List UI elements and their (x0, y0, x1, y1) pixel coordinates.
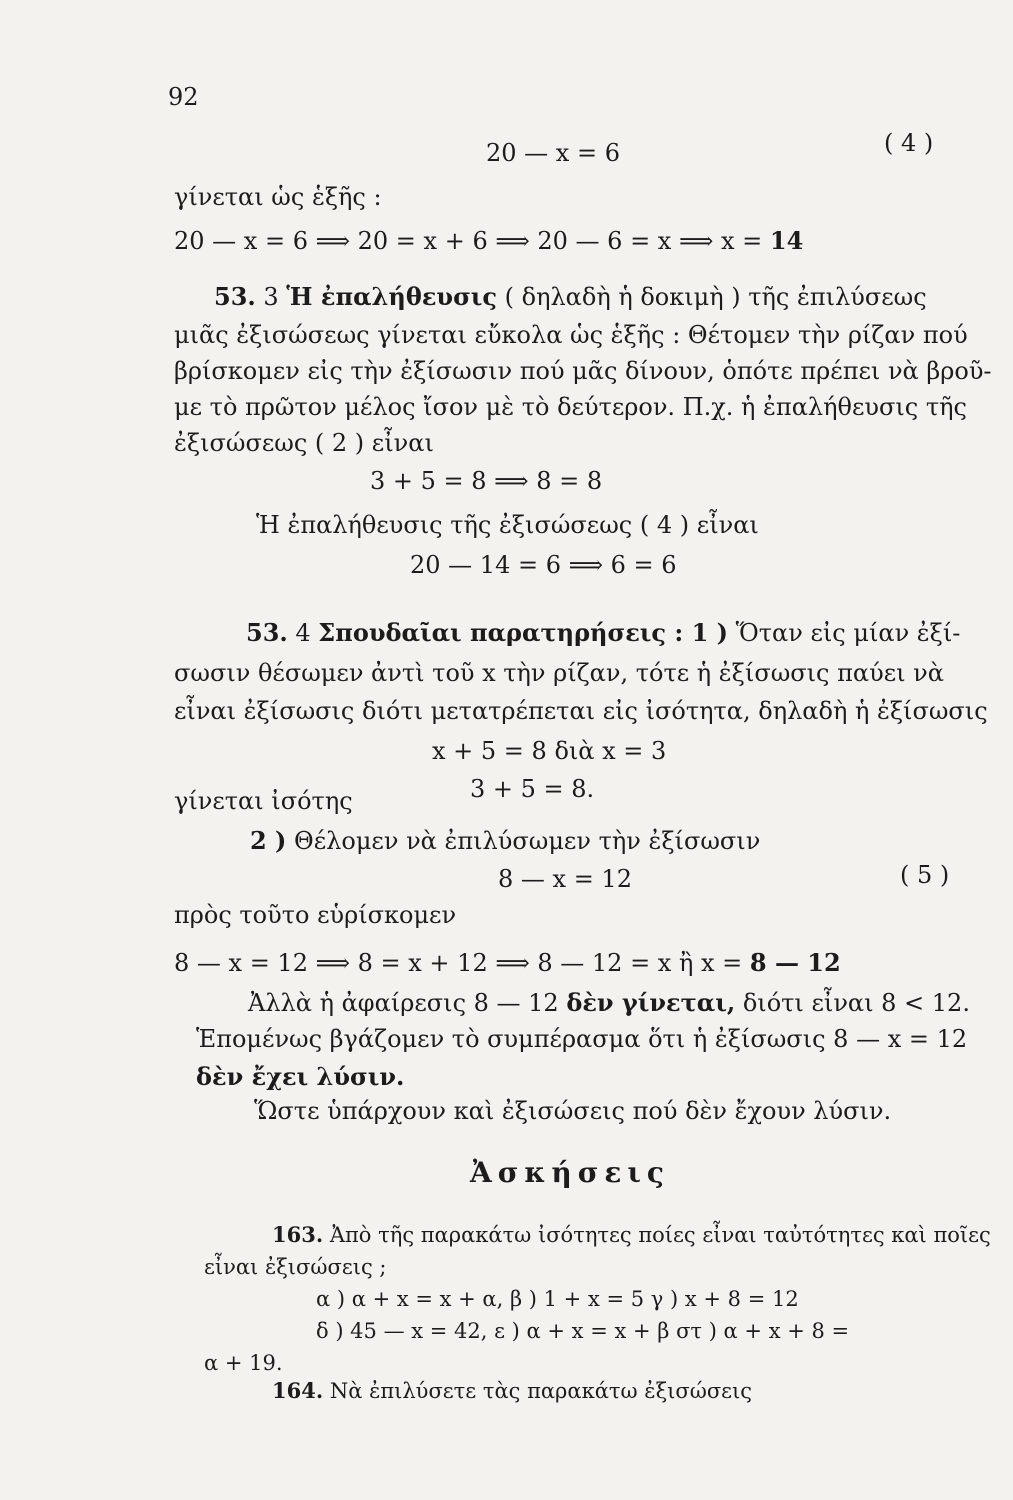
exercise-row: δ ) 45 — x = 42, ε ) α + x = x + β στ ) α + x + 8 = (316, 1319, 850, 1343)
solution-line-4 (174, 226, 803, 256)
remark-2 (250, 826, 760, 856)
section-sub: 4 (287, 619, 319, 647)
section-sub: 3 (255, 283, 287, 311)
equation-5-label: ( 5 ) (900, 861, 950, 889)
exercise-163-line1 (272, 1220, 991, 1250)
text-line: ( δηλαδὴ ἡ δοκιμὴ ) τῆς ἐπιλύσεως (497, 283, 927, 311)
text-line: εἶναι ἐξίσωσις διότι μετατρέπεται εἰς ἰσότητα, δηλαδὴ ἡ ἐξίσωσις (174, 697, 988, 725)
section-title: Σπουδαῖαι παρατηρήσεις : 1 ) (318, 618, 728, 647)
check-equation-2: 3 + 5 = 8 ⟹ 8 = 8 (370, 467, 603, 495)
exercise-row: α + 19. (204, 1351, 283, 1375)
text-line: βρίσκομεν εἰς τὴν ἐξίσωσιν πού μᾶς δίνουν, ὁπότε πρέπει νὰ βροῦ- (174, 357, 992, 385)
emphasis-text: δὲν γίνεται, (566, 988, 736, 1017)
section-53-3-line1 (214, 282, 927, 312)
exercise-164-line1 (272, 1376, 752, 1406)
text-line (248, 988, 970, 1018)
text-line: ἐξισώσεως ( 2 ) εἶναι (174, 429, 434, 457)
text-line: με τὸ πρῶτον μέλος ἴσον μὲ τὸ δεύτερον. Π.χ. ἡ ἐπαλήθευσις τῆς (174, 393, 967, 421)
text-line: γίνεται ὡς ἑξῆς : (174, 183, 382, 211)
equation-4: 20 — x = 6 (486, 139, 620, 167)
text-line: Ἑπομένως βγάζομεν τὸ συμπέρασμα ὅτι ἡ ἐξίσωσις 8 — x = 12 (196, 1025, 968, 1053)
text-line: Θέλομεν νὰ ἐπιλύσωμεν τὴν ἐξίσωσιν (286, 827, 761, 855)
exercises-heading: Ἀσκήσεις (470, 1156, 670, 1189)
page-number: 92 (168, 83, 199, 111)
section-number: 53. (214, 282, 256, 311)
equation-line: 3 + 5 = 8. (470, 775, 595, 803)
section-number: 53. (246, 618, 288, 647)
exercise-number: 163. (272, 1222, 324, 1247)
solution-steps: 8 — x = 12 ⟹ 8 = x + 12 ⟹ 8 — 12 = x ἢ x = (174, 949, 750, 977)
equation-4-label: ( 4 ) (884, 129, 934, 157)
text-line: σωσιν θέσωμεν ἀντὶ τοῦ x τὴν ρίζαν, τότε ἡ ἐξίσωσις παύει νὰ (174, 659, 944, 687)
text-line: Ὅταν εἰς μίαν ἐξί- (727, 619, 961, 647)
exercise-row: α ) α + x = x + α, β ) 1 + x = 5 γ ) x + 8 = 12 (316, 1287, 799, 1311)
text-line: μιᾶς ἐξισώσεως γίνεται εὔκολα ὡς ἑξῆς : Θέτομεν τὴν ρίζαν πού (174, 321, 968, 349)
text-line: γίνεται ἰσότης (174, 787, 353, 815)
equation-line: x + 5 = 8 διὰ x = 3 (432, 737, 667, 765)
text-line: εἶναι ἐξισώσεις ; (204, 1255, 387, 1279)
emphasis-text: δὲν ἔχει λύσιν. (196, 1062, 405, 1091)
text-span: Ἀλλὰ ἡ ἀφαίρεσις 8 — 12 (248, 989, 567, 1017)
section-title: Ἡ ἐπαλήθευσις (286, 282, 497, 311)
text-line: πρὸς τοῦτο εὑρίσκομεν (174, 901, 457, 929)
solution-answer: 8 — 12 (749, 948, 841, 977)
solution-answer: 14 (769, 226, 804, 255)
text-line: Ἡ ἐπαλήθευσις τῆς ἐξισώσεως ( 4 ) εἶναι (256, 511, 759, 539)
equation-5: 8 — x = 12 (498, 865, 632, 893)
text-line: Νὰ ἐπιλύσετε τὰς παρακάτω ἐξισώσεις (323, 1379, 753, 1403)
check-equation-4: 20 — 14 = 6 ⟹ 6 = 6 (410, 551, 677, 579)
remark-number: 2 ) (250, 826, 287, 855)
text-line: Ὥστε ὑπάρχουν καὶ ἐξισώσεις πού δὲν ἔχουν λύσιν. (254, 1097, 892, 1125)
solution-line-5 (174, 948, 841, 978)
section-53-4-line1 (246, 618, 960, 648)
text-line: Ἀπὸ τῆς παρακάτω ἰσότητες ποίες εἶναι ταὐτότητες καὶ ποῖες (323, 1223, 991, 1247)
solution-steps: 20 — x = 6 ⟹ 20 = x + 6 ⟹ 20 — 6 = x ⟹ x = (174, 227, 770, 255)
text-span: διότι εἶναι 8 < 12. (735, 989, 970, 1017)
exercise-number: 164. (272, 1378, 324, 1403)
